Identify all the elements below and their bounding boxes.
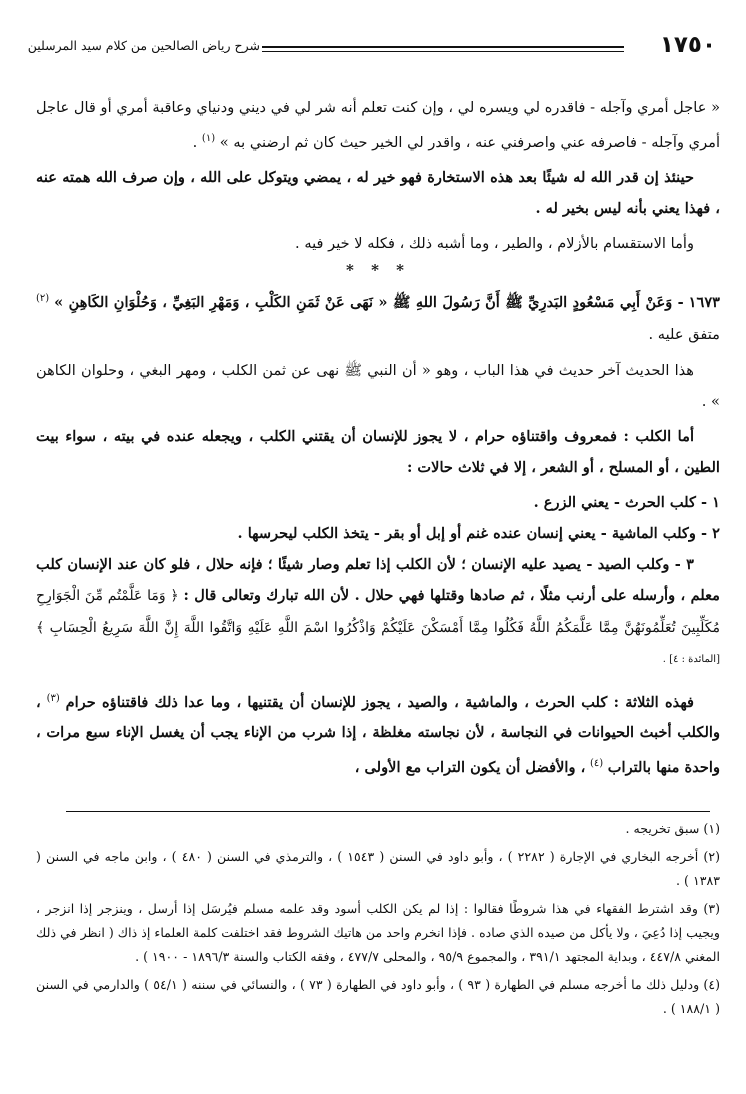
footnote-ref-3[interactable]: (٣) <box>46 692 60 704</box>
after-istikhara-text: حينئذ إن قدر الله له شيئًا بعد هذه الاستخارة فهو خير له ، يمضي ويتوكل على الله ، وإن صرف الله همته عنه ، فهذا يعني بأنه ليس بخير له . <box>36 168 720 217</box>
last-hadith-text: هذا الحديث آخر حديث في هذا الباب ، وهو « أن النبي ﷺ نهى عن ثمن الكلب ، ومهر البغي ، وحلوان الكاهن » . <box>36 361 720 410</box>
list-item-3-text: ٣ - وكلب الصيد - يصيد عليه الإنسان ؛ لأن الكلب إذا تعلم وصار شيئًا ؛ فإنه حلال ، فلو كان عند الإنسان كلب معلم ، وأرسله على أرنب مثلًا ، ثم صادها وقتلها فهي حلال . لأن الله تبارك وتعالى قال : <box>36 555 720 604</box>
dog-text: أما الكلب : فمعروف واقتناؤه حرام ، لا يجوز للإنسان أن يقتني الكلب ، ويجعله عنده في بيته ، سواء بيت الطين ، أو المسلح ، أو الشعر ، إلا في ثلاث حالات : <box>36 427 720 476</box>
after-istikhara-paragraph <box>36 162 720 224</box>
quran-verse: ﴿ وَمَا عَلَّمْتُم مِّنَ الْجَوَارِحِ مُكَلِّبِينَ تُعَلِّمُونَهُنَّ مِمَّا عَلَّمَكُمُ اللَّهُ فَكُلُوا مِمَّا أَمْسَكْنَ عَلَيْكُمْ وَاذْكُرُوا اسْمَ اللَّهِ عَلَيْهِ وَاتَّقُوا اللَّهَ إِنَّ اللَّهَ سَرِيعُ الْحِسَابِ ﴾ <box>36 587 720 636</box>
azlam-text: وأما الاستقسام بالأزلام ، والطير ، وما أشبه ذلك ، فكله لا خير فيه . <box>295 234 694 252</box>
footnote-ref-1[interactable]: (١) <box>201 133 216 144</box>
hadith-number: ١٦٧٣ <box>688 293 721 311</box>
footnotes <box>36 817 720 1025</box>
list-item-2 <box>36 518 720 549</box>
footnote-3: (٣) وقد اشترط الفقهاء في هذا شروطًا فقالوا : إذا لم يكن الكلب أسود وقد علمه مسلم فيُرسَل إذا أرسل ، وينزجر إذا انزجر ، ويجيب إذا دُعِيَ ، ولا يأكل من صيده الذي صاده . فإذا انخرم واحد من هاتيك الشروط فقد اختلفت كلمة العلماء إذ ذاك ( انظر في ذلك المغني ٤٤٧/٨ ، وبداية المجتهد ٣٩١/١ ، والمجموع ٩٥/٩ ، والمحلى ٤٧٧/٧ ، وفقه الكتاب والسنة ١٨٩٦/٣ - ١٩٠٠ ) . <box>36 901 720 964</box>
section-separator: * * * <box>346 260 410 279</box>
page-number: ١٧٥٠ <box>659 32 716 58</box>
dua-line-2: أو قال عاجل أمري وآجله - فاصرفه عني واصرفني عنه ، واقدر لي الخير حيث كان ثم ارضني به » <box>36 99 720 151</box>
book-title: شرح رياض الصالحين من كلام سيد المرسلين <box>27 38 260 53</box>
main-text <box>36 92 720 787</box>
three-dogs-text-c: ، والأفضل أن يكون التراب مع الأولى ، <box>354 759 586 777</box>
list-item-2-text: ٢ - وكلب الماشية - يعني إنسان عنده غنم أو إبل أو بقر - يتخذ الكلب ليحرسها . <box>237 524 720 542</box>
list-item-3 <box>36 549 720 679</box>
footnote-ref-2[interactable]: (٢) <box>36 292 50 304</box>
list-item-1 <box>36 487 720 518</box>
three-dogs-text-a: فهذه الثلاثة : كلب الحرث ، والماشية ، والصيد ، يجوز للإنسان أن يقتنيها ، وما عدا ذلك فاقتناؤه حرام <box>65 693 695 711</box>
footnote-4: (٤) ودليل ذلك ما أخرجه مسلم في الطهارة ( ٩٣ ) ، وأبو داود في الطهارة ( ٧٣ ) ، والنسائي في سننه ( ٥٤/١ ) والدارمي في السنن ( ١٨٨/١ ) . <box>36 977 720 1016</box>
hadith-paragraph <box>36 283 720 351</box>
three-dogs-text-b: ، والكلب أخبث الحيوانات في النجاسة ، لأن نجاسته مغلظة ، إذا شرب من الإناء يجب أن يغسل الإناء سبع مرات ، واحدة منها بالتراب <box>36 693 720 777</box>
footnote-1: (١) سبق تخريجه . <box>625 821 720 836</box>
header-rule <box>262 46 624 52</box>
hadith-tail: متفق عليه . <box>648 325 720 343</box>
list-item-1-text: ١ - كلب الحرث - يعني الزرع . <box>533 493 720 511</box>
dua-line-1: « عاجل أمري وآجله - فاقدره لي ويسره لي ، وإن كنت تعلم أنه شر لي في ديني ودنياي وعاقبة أمري <box>116 99 720 116</box>
dua-paragraph: « عاجل أمري وآجله - فاقدره لي ويسره لي ، وإن كنت تعلم أنه شر لي في ديني ودنياي وعاقبة أمري أو قال عاجل أمري وآجله - فاصرفه عني واصرفني عنه ، واقدر لي الخير حيث كان ثم ارضني به » $^{(١)}$ . <box>36 99 720 151</box>
dog-paragraph <box>36 421 720 483</box>
quran-reference: [المائدة : ٤] . <box>662 653 720 665</box>
running-header <box>27 30 716 62</box>
footnote-2: (٢) أخرجه البخاري في الإجارة ( ٢٢٨٢ ) ، وأبو داود في السنن ( ١٥٤٣ ) ، والترمذي في السنن ( ٤٨٠ ) ، وابن ماجه في السنن ( ١٣٨٣ ) . <box>36 849 720 888</box>
last-hadith-paragraph <box>36 355 720 417</box>
azlam-paragraph <box>36 228 720 259</box>
hadith-text: - وَعَنْ أَبِي مَسْعُودٍ البَدرِيِّ ﷺ أَنَّ رَسُولَ اللهِ ﷺ « نَهَى عَنْ ثَمَنِ الكَلْبِ ، وَمَهْرِ البَغِيِّ ، وَحُلْوَانِ الكَاهِنِ » <box>54 293 684 311</box>
three-dogs-paragraph <box>36 683 720 784</box>
footnote-rule <box>66 811 710 812</box>
footnote-ref-4[interactable]: (٤) <box>589 758 604 770</box>
